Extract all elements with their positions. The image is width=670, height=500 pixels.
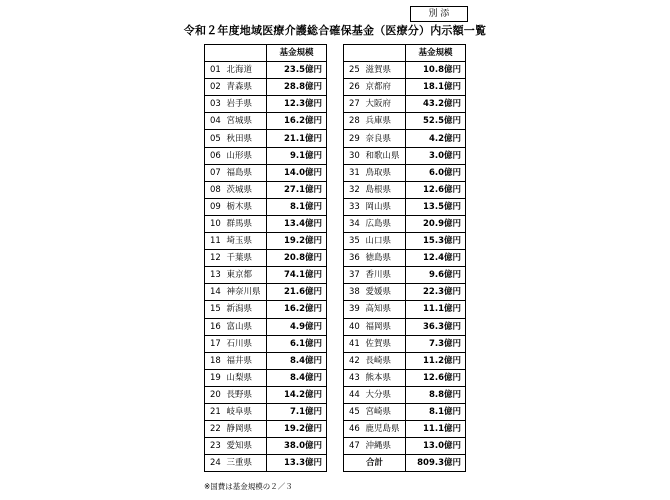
table-row xyxy=(205,130,327,147)
table-row xyxy=(344,403,466,420)
fund-amount: 6.1億円 xyxy=(267,335,327,352)
prefecture-name: 岐阜県 xyxy=(225,403,267,420)
prefecture-code: 38 xyxy=(344,284,364,301)
prefecture-name: 埼玉県 xyxy=(225,233,267,250)
table-row xyxy=(344,198,466,215)
fund-amount: 7.1億円 xyxy=(267,403,327,420)
table-row xyxy=(205,421,327,438)
prefecture-name: 大阪府 xyxy=(364,96,406,113)
prefecture-name: 石川県 xyxy=(225,335,267,352)
table-row xyxy=(344,164,466,181)
prefecture-code: 14 xyxy=(205,284,225,301)
table-row xyxy=(344,421,466,438)
table-row xyxy=(344,233,466,250)
fund-amount: 7.3億円 xyxy=(406,335,466,352)
table-row xyxy=(344,147,466,164)
prefecture-code: 17 xyxy=(205,335,225,352)
prefecture-name: 三重県 xyxy=(225,455,267,472)
prefecture-name: 京都府 xyxy=(364,79,406,96)
table-row xyxy=(205,198,327,215)
fund-amount: 14.0億円 xyxy=(267,164,327,181)
table-row xyxy=(344,301,466,318)
table-row xyxy=(344,130,466,147)
prefecture-code: 25 xyxy=(344,62,364,79)
table-row xyxy=(205,233,327,250)
table-row xyxy=(205,369,327,386)
prefecture-name: 島根県 xyxy=(364,181,406,198)
table-header-blank xyxy=(344,45,406,62)
prefecture-name: 山口県 xyxy=(364,233,406,250)
prefecture-name: 岡山県 xyxy=(364,198,406,215)
prefecture-name: 長野県 xyxy=(225,386,267,403)
prefecture-code: 20 xyxy=(205,386,225,403)
table-row xyxy=(344,386,466,403)
prefecture-code: 44 xyxy=(344,386,364,403)
prefecture-code: 01 xyxy=(205,62,225,79)
prefecture-code: 05 xyxy=(205,130,225,147)
fund-amount: 12.6億円 xyxy=(406,369,466,386)
fund-amount: 27.1億円 xyxy=(267,181,327,198)
table-row xyxy=(344,62,466,79)
prefecture-name: 高知県 xyxy=(364,301,406,318)
prefecture-code: 36 xyxy=(344,250,364,267)
prefecture-code: 09 xyxy=(205,198,225,215)
prefecture-code: 06 xyxy=(205,147,225,164)
fund-amount: 13.4億円 xyxy=(267,215,327,232)
prefecture-name: 愛知県 xyxy=(225,438,267,455)
fund-amount: 23.5億円 xyxy=(267,62,327,79)
table-row xyxy=(344,96,466,113)
prefecture-name: 北海道 xyxy=(225,62,267,79)
table-header-amount: 基金規模 xyxy=(267,45,327,62)
table-row xyxy=(205,164,327,181)
prefecture-code: 47 xyxy=(344,438,364,455)
prefecture-code: 12 xyxy=(205,250,225,267)
table-row xyxy=(205,267,327,284)
table-row xyxy=(205,403,327,420)
prefecture-name: 山梨県 xyxy=(225,369,267,386)
table-row xyxy=(344,113,466,130)
prefecture-code: 08 xyxy=(205,181,225,198)
fund-amount: 12.3億円 xyxy=(267,96,327,113)
fund-amount: 28.8億円 xyxy=(267,79,327,96)
prefecture-code: 45 xyxy=(344,403,364,420)
fund-amount: 13.0億円 xyxy=(406,438,466,455)
fund-amount: 12.6億円 xyxy=(406,181,466,198)
fund-amount: 18.1億円 xyxy=(406,79,466,96)
prefecture-name: 佐賀県 xyxy=(364,335,406,352)
prefecture-name: 新潟県 xyxy=(225,301,267,318)
table-row xyxy=(205,113,327,130)
table-row xyxy=(205,352,327,369)
fund-amount: 4.9億円 xyxy=(267,318,327,335)
prefecture-name: 秋田県 xyxy=(225,130,267,147)
prefecture-code: 26 xyxy=(344,79,364,96)
prefecture-name: 岩手県 xyxy=(225,96,267,113)
table-row xyxy=(205,438,327,455)
prefecture-code: 23 xyxy=(205,438,225,455)
prefecture-code: 21 xyxy=(205,403,225,420)
fund-amount: 74.1億円 xyxy=(267,267,327,284)
total-amount: 809.3億円 xyxy=(406,455,466,472)
prefecture-code: 40 xyxy=(344,318,364,335)
fund-amount: 14.2億円 xyxy=(267,386,327,403)
fund-amount: 11.1億円 xyxy=(406,301,466,318)
fund-amount: 10.8億円 xyxy=(406,62,466,79)
prefecture-code: 31 xyxy=(344,164,364,181)
prefecture-code: 15 xyxy=(205,301,225,318)
prefecture-code: 46 xyxy=(344,421,364,438)
prefecture-code: 39 xyxy=(344,301,364,318)
fund-amount: 15.3億円 xyxy=(406,233,466,250)
prefecture-name: 長崎県 xyxy=(364,352,406,369)
table-row xyxy=(344,284,466,301)
fund-amount: 3.0億円 xyxy=(406,147,466,164)
prefecture-code: 35 xyxy=(344,233,364,250)
prefecture-code: 32 xyxy=(344,181,364,198)
table-row xyxy=(344,250,466,267)
table-row xyxy=(205,62,327,79)
prefecture-code: 27 xyxy=(344,96,364,113)
table-row xyxy=(344,335,466,352)
prefecture-name: 福岡県 xyxy=(364,318,406,335)
prefecture-name: 兵庫県 xyxy=(364,113,406,130)
footnote: ※国費は基金規模の２／３ xyxy=(204,482,293,491)
prefecture-name: 沖縄県 xyxy=(364,438,406,455)
prefecture-name: 徳島県 xyxy=(364,250,406,267)
fund-amount: 16.2億円 xyxy=(267,301,327,318)
prefecture-name: 群馬県 xyxy=(225,215,267,232)
prefecture-code: 43 xyxy=(344,369,364,386)
prefecture-name: 神奈川県 xyxy=(225,284,267,301)
fund-amount: 6.0億円 xyxy=(406,164,466,181)
fund-amount: 8.1億円 xyxy=(267,198,327,215)
prefecture-code: 29 xyxy=(344,130,364,147)
table-row xyxy=(344,267,466,284)
prefecture-code: 16 xyxy=(205,318,225,335)
fund-amount: 20.8億円 xyxy=(267,250,327,267)
prefecture-code: 42 xyxy=(344,352,364,369)
table-row xyxy=(344,215,466,232)
table-row xyxy=(205,318,327,335)
prefecture-name: 東京都 xyxy=(225,267,267,284)
prefecture-code: 30 xyxy=(344,147,364,164)
total-label: 合計 xyxy=(344,455,406,472)
prefecture-name: 大分県 xyxy=(364,386,406,403)
table-row xyxy=(205,335,327,352)
table-row xyxy=(344,438,466,455)
fund-amount: 43.2億円 xyxy=(406,96,466,113)
prefecture-name: 静岡県 xyxy=(225,421,267,438)
fund-amount: 8.1億円 xyxy=(406,403,466,420)
fund-amount: 9.6億円 xyxy=(406,267,466,284)
table-row xyxy=(205,455,327,472)
prefecture-name: 福井県 xyxy=(225,352,267,369)
prefecture-code: 07 xyxy=(205,164,225,181)
prefecture-code: 02 xyxy=(205,79,225,96)
prefecture-name: 奈良県 xyxy=(364,130,406,147)
fund-amount: 4.2億円 xyxy=(406,130,466,147)
fund-amount: 11.2億円 xyxy=(406,352,466,369)
fund-amount: 52.5億円 xyxy=(406,113,466,130)
prefecture-code: 10 xyxy=(205,215,225,232)
table-row xyxy=(344,369,466,386)
table-row xyxy=(344,352,466,369)
prefecture-name: 香川県 xyxy=(364,267,406,284)
fund-amount: 9.1億円 xyxy=(267,147,327,164)
prefecture-name: 熊本県 xyxy=(364,369,406,386)
fund-amount: 8.8億円 xyxy=(406,386,466,403)
prefecture-code: 41 xyxy=(344,335,364,352)
page-title: 令和２年度地域医療介護総合確保基金（医療分）内示額一覧 xyxy=(183,24,487,37)
fund-amount: 8.4億円 xyxy=(267,369,327,386)
fund-amount: 36.3億円 xyxy=(406,318,466,335)
table-row xyxy=(205,301,327,318)
table-header-blank xyxy=(205,45,267,62)
fund-amount: 11.1億円 xyxy=(406,421,466,438)
table-row xyxy=(205,284,327,301)
prefecture-code: 04 xyxy=(205,113,225,130)
prefecture-name: 宮崎県 xyxy=(364,403,406,420)
prefecture-code: 28 xyxy=(344,113,364,130)
prefecture-code: 24 xyxy=(205,455,225,472)
prefecture-name: 滋賀県 xyxy=(364,62,406,79)
fund-amount: 21.1億円 xyxy=(267,130,327,147)
allocation-table-right xyxy=(343,44,466,472)
prefecture-name: 千葉県 xyxy=(225,250,267,267)
prefecture-name: 広島県 xyxy=(364,215,406,232)
table-row xyxy=(205,147,327,164)
prefecture-name: 山形県 xyxy=(225,147,267,164)
prefecture-name: 愛媛県 xyxy=(364,284,406,301)
prefecture-code: 18 xyxy=(205,352,225,369)
table-row xyxy=(344,181,466,198)
table-header-amount: 基金規模 xyxy=(406,45,466,62)
fund-amount: 38.0億円 xyxy=(267,438,327,455)
allocation-table-left xyxy=(204,44,327,472)
fund-amount: 19.2億円 xyxy=(267,421,327,438)
prefecture-code: 11 xyxy=(205,233,225,250)
fund-amount: 12.4億円 xyxy=(406,250,466,267)
fund-amount: 13.3億円 xyxy=(267,455,327,472)
table-row xyxy=(205,215,327,232)
prefecture-name: 茨城県 xyxy=(225,181,267,198)
fund-amount: 16.2億円 xyxy=(267,113,327,130)
prefecture-name: 和歌山県 xyxy=(364,147,406,164)
prefecture-name: 福島県 xyxy=(225,164,267,181)
prefecture-name: 鳥取県 xyxy=(364,164,406,181)
prefecture-name: 栃木県 xyxy=(225,198,267,215)
prefecture-name: 鹿児島県 xyxy=(364,421,406,438)
fund-amount: 13.5億円 xyxy=(406,198,466,215)
prefecture-name: 富山県 xyxy=(225,318,267,335)
table-row xyxy=(205,96,327,113)
fund-amount: 22.3億円 xyxy=(406,284,466,301)
total-row xyxy=(344,455,466,472)
table-row xyxy=(205,181,327,198)
prefecture-name: 青森県 xyxy=(225,79,267,96)
table-row xyxy=(205,79,327,96)
prefecture-code: 03 xyxy=(205,96,225,113)
prefecture-code: 34 xyxy=(344,215,364,232)
table-row xyxy=(344,318,466,335)
table-row xyxy=(344,79,466,96)
prefecture-code: 33 xyxy=(344,198,364,215)
prefecture-code: 13 xyxy=(205,267,225,284)
prefecture-code: 37 xyxy=(344,267,364,284)
fund-amount: 8.4億円 xyxy=(267,352,327,369)
fund-amount: 20.9億円 xyxy=(406,215,466,232)
prefecture-code: 19 xyxy=(205,369,225,386)
table-row xyxy=(205,250,327,267)
prefecture-name: 宮城県 xyxy=(225,113,267,130)
attachment-badge: 別 添 xyxy=(410,6,468,22)
table-row xyxy=(205,386,327,403)
prefecture-code: 22 xyxy=(205,421,225,438)
fund-amount: 21.6億円 xyxy=(267,284,327,301)
fund-amount: 19.2億円 xyxy=(267,233,327,250)
